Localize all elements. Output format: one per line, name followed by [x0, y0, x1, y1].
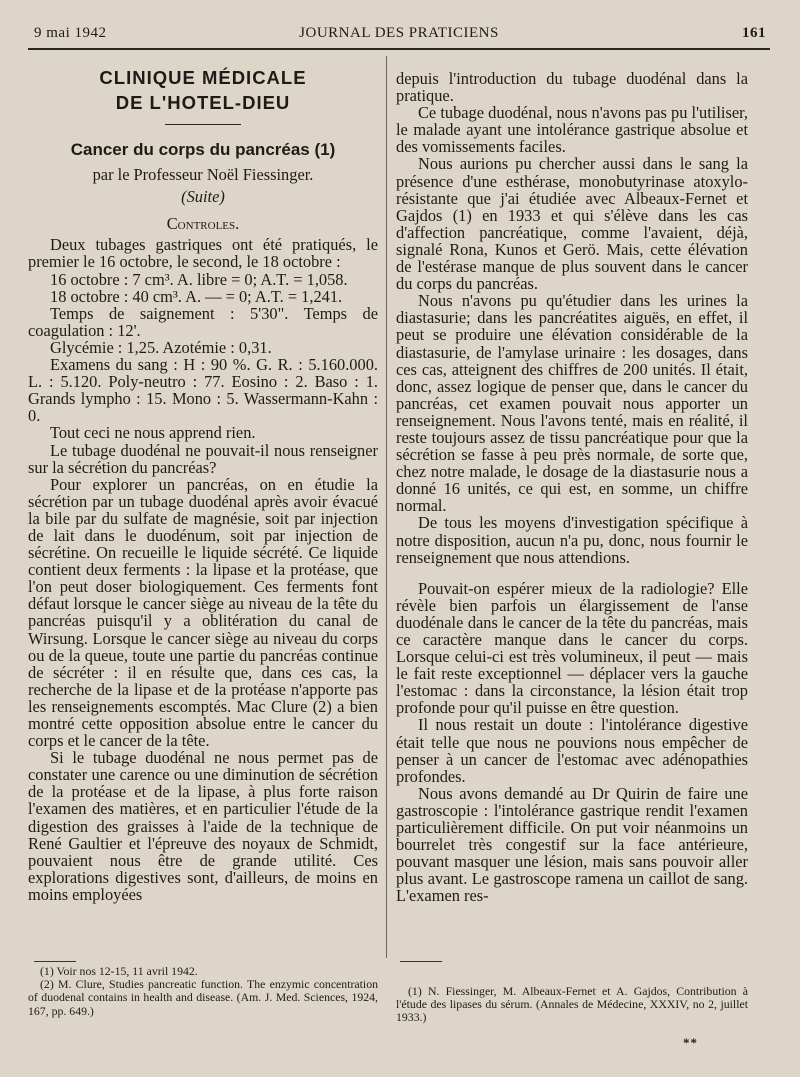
- paragraph: Ce tubage duodénal, nous n'avons pas pu l'utiliser, le malade ayant une intolérance gastrique absolue et des vomissements faciles.: [396, 103, 748, 157]
- page-header: [28, 22, 770, 50]
- footnote-divider: [400, 961, 442, 962]
- footnotes-left: [28, 965, 378, 1018]
- journal-title: JOURNAL DES PRATICIENS: [299, 25, 499, 41]
- footnote: (1) N. Fiessinger, M. Albeaux-Fernet et A. Gajdos, Contribution à l'étude des lipases du sérum. (Annales de Médecine, XXXIV, no 2, juillet 1933.): [396, 984, 748, 1025]
- footnote: (1) Voir nos 12-15, 11 avril 1942.: [40, 964, 198, 978]
- footnote: (2) M. Clure, Studies pancreatic function. The enzymic concentration of duodenal contains in health and disease. (Am. J. Med. Sciences, 1924, 167, pp. 649.): [28, 977, 378, 1018]
- title-divider: [165, 124, 241, 125]
- paragraph: Glycémie : 1,25. Azotémie : 0,31.: [50, 337, 272, 357]
- section-heading: Controles.: [166, 214, 240, 234]
- paragraph: depuis l'introduction du tubage duodénal dans la pratique.: [396, 69, 748, 106]
- article-title: Cancer du corps du pancréas (1): [70, 140, 336, 159]
- paragraph: 18 octobre : 40 cm³. A. — = 0; A.T. = 1,241.: [50, 286, 343, 306]
- paragraph: Pouvait-on espérer mieux de la radiologie? Elle révèle bien parfois un élargissement de l'anse duodénale dans le cancer de la tête du pancréas, mais ce caractère manque dans le cancer du corps. Lorsque celui-ci est très volumineux, il peut — mais le fait reste exceptionnel — déplacer vers la gauche l'estomac : dans la circonstance, la lésion était trop profonde pour qu'il puisse en être question.: [396, 578, 748, 718]
- paragraph: Le tubage duodénal ne pouvait-il nous renseigner sur la sécrétion du pancréas?: [28, 440, 378, 477]
- signature-mark: **: [683, 1035, 698, 1050]
- paragraph: Examens du sang : H : 90 %. G. R. : 5.160.000. L. : 5.120. Poly-neutro : 77. Eosino : 2. Baso : 1. Grands lympho : 15. Mono : 5. Wassermann-Kahn : 0.: [28, 355, 378, 426]
- column-divider: [386, 56, 387, 958]
- footnote-divider: [34, 961, 76, 962]
- paragraph: Nous aurions pu chercher aussi dans le sang la présence d'une esthérase, monobutyrinase atoxylo-résistante que j'ai étudiée avec Albeaux-Fernet et Gajdos (1) en 1933 et qui s'élève dans les cas d'affection pancréatique, comme l'avaient, déjà, signalé Rona, Kunos et Gerö. Mais, cette élévation de l'estérase manque de plus souvent dans le cancer du corps du pancréas.: [396, 154, 748, 294]
- paragraph: Pour explorer un pancréas, on en étudie la sécrétion par un tubage duodénal après avoir évacué la bile par du sulfate de magnésie, soit par injection de lait dans le duodénum, soit par injection de sécrétine. On recueille le liquide sécrété. Ce liquide contient deux ferments : la lipase et la protéase, que l'on peut doser biologiquement. Ces ferments font défaut lorsque le cancer siège au niveau de la tête du pancréas puisqu'il y a oblitération du canal de Wirsung. Lorsque le cancer siège au niveau du corps ou de la queue, toute une partie du pancréas continue de sécréter : il en résulte que, dans ces cas, la recherche de la lipase et de la protéase n'apporte pas les renseignements escomptés. Mac Clure (2) a bien montré cette opposition absolue entre le cancer du corps et le cancer de la tête.: [28, 474, 378, 751]
- author-byline: par le Professeur Noël Fiessinger.: [92, 165, 314, 185]
- footnotes-right: [396, 985, 748, 1025]
- paragraph: Temps de saignement : 5'30". Temps de coagulation : 12'.: [28, 303, 378, 340]
- paragraph: Tout ceci ne nous apprend rien.: [50, 423, 256, 443]
- paragraph: Nous n'avons pu qu'étudier dans les urines la diastasurie; dans les pancréatites aiguës, en effet, il peut se produire une élévation considérable de la diastasurie, de l'amylase urinaire : les dosages, dans ces cas, atteignent des chiffres de 200 unités. Il était, donc, assez logique de penser que, dans le cancer du pancréas, cet examen pouvait nous apporter un renseignement. Nous l'avons tenté, mais en réalité, il reste toujours assez de tissu pancréatique pour que la sécrétion se fasse à peu près normale, de sorte que, chez notre malade, le dosage de la diastasurie nous a donné 16 unités, ce qui est, en somme, un chiffre normal.: [396, 291, 748, 516]
- page-number: 161: [742, 25, 766, 41]
- issue-date: 9 mai 1942: [34, 25, 107, 41]
- left-column: [28, 64, 378, 903]
- right-column: [396, 70, 748, 905]
- suite-label: (Suite): [181, 187, 225, 207]
- paragraph: 16 octobre : 7 cm³. A. libre = 0; A.T. = 1,058.: [50, 269, 348, 289]
- paragraph: Si le tubage duodénal ne nous permet pas de constater une carence ou une diminution de sécrétion de la protéase et de la lipase, à plus forte raison l'examen des matières, et en particulier l'étude de la digestion des graisses à l'aide de la technique de René Gaultier et l'épreuve des noyaux de Schmidt, pouvaient nous être de grande utilité. Ces explorations digestives sont, d'ailleurs, de moins en moins employées: [28, 748, 378, 904]
- paragraph: Nous avons demandé au Dr Quirin de faire une gastroscopie : l'intolérance gastrique rendit l'examen particulièrement difficile. On put voir néanmoins un bourrelet très congestif sur la face antérieure, pouvant masquer une lésion, mais sans pouvoir aller plus avant. Le gastroscope ramena un caillot de sang. L'examen res-: [396, 783, 748, 906]
- paragraph: De tous les moyens d'investigation spécifique à notre disposition, aucun n'a pu, donc, nous fournir le renseignement que nous attendions.: [396, 513, 748, 567]
- clinique-heading-line1: CLINIQUE MÉDICALE: [99, 67, 307, 88]
- paragraph: Deux tubages gastriques ont été pratiqués, le premier le 16 octobre, le second, le 18 octobre :: [28, 235, 378, 272]
- paragraph: Il nous restait un doute : l'intolérance digestive était telle que nous ne pouvions nous empêcher de penser à un cancer de l'estomac avec adénopathies profondes.: [396, 715, 748, 786]
- clinique-heading-line2: DE L'HOTEL-DIEU: [115, 92, 291, 113]
